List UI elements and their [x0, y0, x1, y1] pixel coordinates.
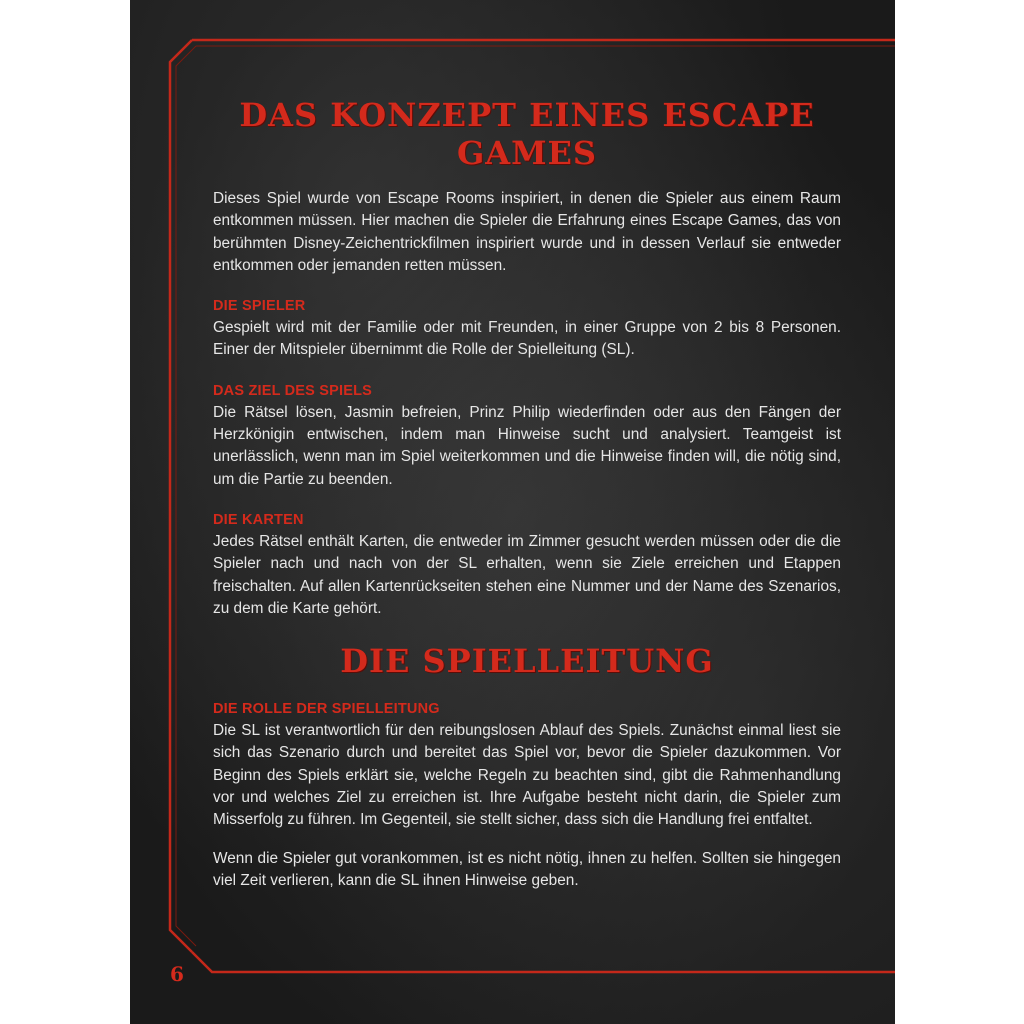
cards-paragraph: Jedes Rätsel enthält Karten, die entweder im Zimmer gesucht werden müssen oder die die Spieler nach und nach von der SL erhalten, wenn sie Ziele erreichen und Etappen freischalten. Auf allen Kartenrückseiten stehen eine Nummer und der Name des Szenarios, zu dem die Karte gehört. — [213, 532, 841, 617]
heading-players: DIE SPIELER — [213, 298, 306, 315]
section-title-concept: DAS KONZEPT EINES ESCAPE GAMES — [239, 96, 815, 172]
heading-role: DIE ROLLE DER SPIELLEITUNG — [213, 701, 440, 718]
rulebook-page — [130, 0, 895, 1024]
heading-cards: DIE KARTEN — [213, 511, 304, 528]
page-content — [213, 96, 841, 892]
heading-goal: DAS ZIEL DES SPIELS — [213, 382, 373, 399]
page-number: 6 — [170, 962, 184, 986]
hints-paragraph: Wenn die Spieler gut vorankommen, ist es nicht nötig, ihnen zu helfen. Sollten sie hingegen viel Zeit verlieren, kann die SL ihnen Hinweise geben. — [213, 849, 841, 889]
role-paragraph: Die SL ist verantwortlich für den reibungslosen Ablauf des Spiels. Zunächst einmal liest sie sich das Szenario durch und bereitet das Spiel vor, bevor die Spieler dazukommen. Vor Beginn des Spiels erklärt sie, welche Regeln zu beachten sind, gibt die Rahmenhandlung vor und welches Ziel zu erreichen ist. Ihre Aufgabe besteht nicht darin, die Spieler zum Misserfolg zu führen. Im Gegenteil, sie stellt sicher, dass sich die Handlung frei entfaltet. — [213, 722, 841, 829]
section-title-game-master: DIE SPIELLEITUNG — [340, 642, 714, 681]
intro-paragraph: Dieses Spiel wurde von Escape Rooms inspiriert, in denen die Spieler aus einem Raum entkommen müssen. Hier machen die Spieler die Erfahrung eines Escape Games, das von berühmten Disney-Zeichentrickfilmen inspiriert wurde und in dessen Verlauf sie entweder entkommen oder jemanden retten müssen. — [213, 190, 841, 274]
players-paragraph: Gespielt wird mit der Familie oder mit Freunden, in einer Gruppe von 2 bis 8 Personen. Einer der Mitspieler übernimmt die Rolle der Spielleitung (SL). — [213, 319, 841, 359]
goal-paragraph: Die Rätsel lösen, Jasmin befreien, Prinz Philip wiederfinden oder aus den Fängen der Herzkönigin entwischen, indem man Hinweise sucht und analysiert. Teamgeist ist unerlässlich, wenn man im Spiel weiterkommen und die Hinweise finden will, die nötig sind, um die Partie zu beenden. — [213, 403, 841, 488]
